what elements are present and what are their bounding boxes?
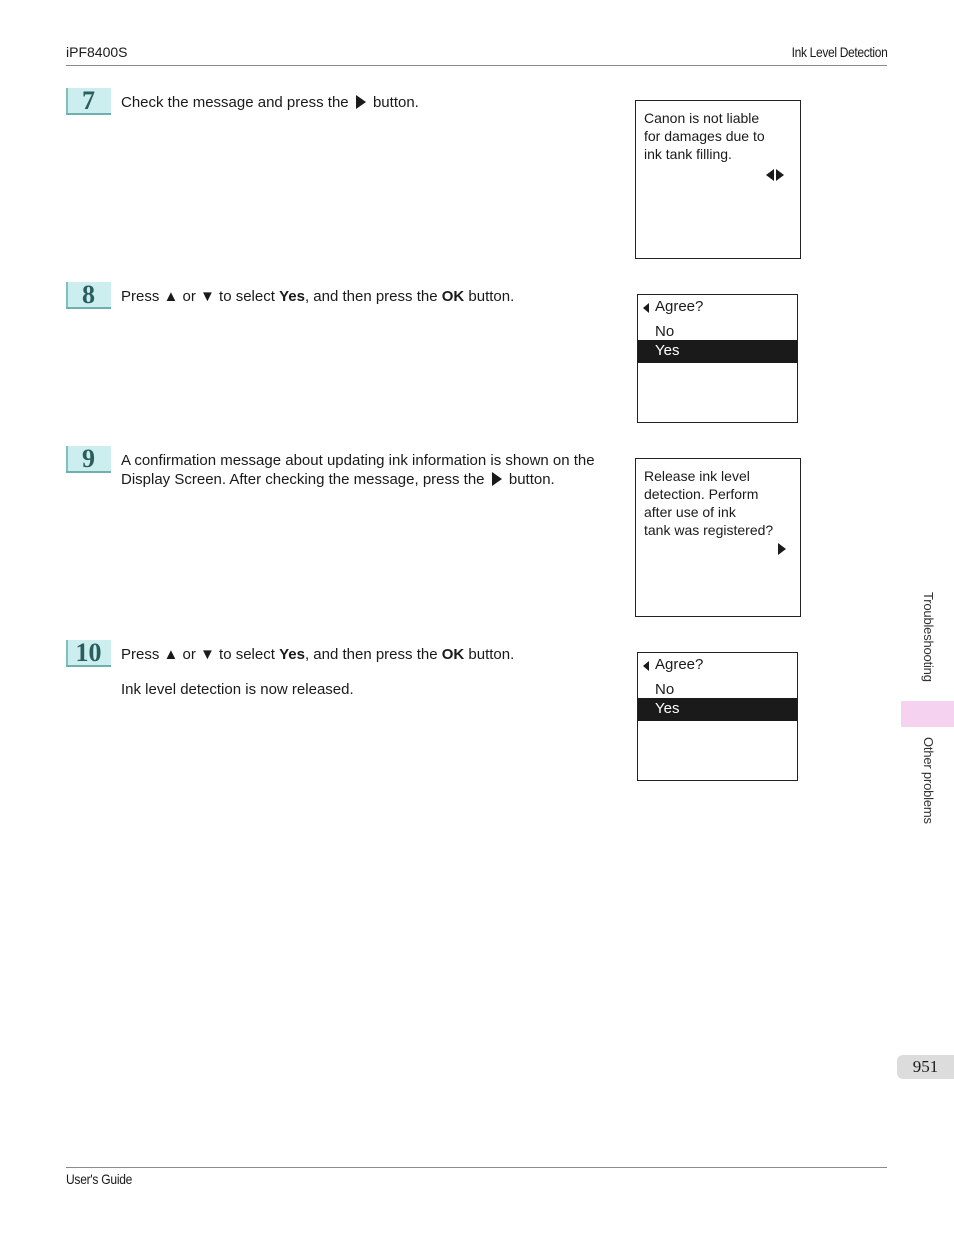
right-triangle-icon bbox=[492, 472, 502, 486]
right-triangle-icon bbox=[776, 169, 784, 181]
lcd-screen-step-10 bbox=[637, 652, 798, 781]
header-model: iPF8400S bbox=[66, 44, 128, 60]
step-9-number: 9 bbox=[66, 446, 111, 473]
lcd-menu-title: Agree? bbox=[655, 656, 704, 673]
side-tab-troubleshooting[interactable]: Troubleshooting bbox=[921, 592, 936, 682]
header-section: Ink Level Detection bbox=[791, 44, 887, 60]
lcd-option-yes-selected: Yes bbox=[638, 698, 797, 721]
lcd-screen-step-7 bbox=[635, 100, 801, 259]
page-number: 951 bbox=[897, 1055, 954, 1079]
step-10-text: Press ▲ or ▼ to select Yes, and then press the OK button. bbox=[121, 646, 515, 663]
footer-guide: User's Guide bbox=[66, 1171, 133, 1187]
lcd-menu-title: Agree? bbox=[655, 298, 704, 315]
step-10-number: 10 bbox=[66, 640, 111, 667]
right-triangle-icon bbox=[778, 543, 786, 555]
lcd-nav-arrow bbox=[776, 543, 786, 555]
lcd-option-no: No bbox=[655, 681, 675, 698]
lcd-screen-step-8 bbox=[637, 294, 798, 423]
lcd-message: Canon is not liable for damages due to ink tank filling. bbox=[644, 110, 765, 162]
step-9-text: A confirmation message about updating ink information is shown on the Display Screen. After checking the message, press the button. bbox=[121, 452, 595, 488]
lcd-nav-arrows bbox=[766, 169, 784, 181]
side-tab-other-problems[interactable]: Other problems bbox=[921, 737, 936, 824]
back-triangle-icon bbox=[643, 661, 649, 671]
lcd-screen-step-9 bbox=[635, 458, 801, 617]
step-7-text: Check the message and press the button. bbox=[121, 94, 419, 111]
step-10-note: Ink level detection is now released. bbox=[121, 681, 354, 698]
right-triangle-icon bbox=[356, 95, 366, 109]
step-8-number: 8 bbox=[66, 282, 111, 309]
side-tab-active-marker bbox=[901, 701, 954, 727]
step-7-number: 7 bbox=[66, 88, 111, 115]
lcd-option-yes-selected: Yes bbox=[638, 340, 797, 363]
step-8-text: Press ▲ or ▼ to select Yes, and then press the OK button. bbox=[121, 288, 515, 305]
header-rule bbox=[66, 65, 887, 66]
left-triangle-icon bbox=[766, 169, 774, 181]
back-triangle-icon bbox=[643, 303, 649, 313]
footer-rule bbox=[66, 1167, 887, 1168]
lcd-message: Release ink level detection. Perform after use of ink tank was registered? bbox=[644, 468, 774, 538]
lcd-option-no: No bbox=[655, 323, 675, 340]
